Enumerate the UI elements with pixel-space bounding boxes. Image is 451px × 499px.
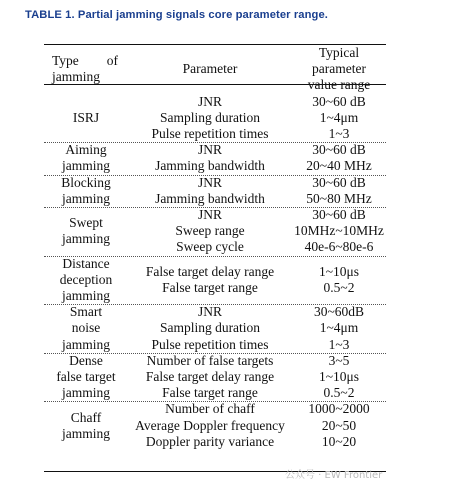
value-range-cell-line: 30~60 dB <box>312 207 366 223</box>
jamming-type-cell-line: deception <box>59 271 113 287</box>
table-row <box>44 175 386 207</box>
row-separator <box>44 142 386 143</box>
parameter-cell-line: JNR <box>197 93 222 109</box>
parameter-cell-line: Sweep cycle <box>176 239 244 255</box>
jamming-parameter-table <box>44 45 386 450</box>
jamming-type-cell-line: Smart <box>69 304 103 320</box>
parameter-cell <box>128 304 292 353</box>
parameter-cell <box>128 353 292 402</box>
header-type-of-jamming <box>44 45 128 94</box>
value-range-cell-line: 1~3 <box>328 126 350 142</box>
jamming-type-cell-line: noise <box>71 320 101 336</box>
value-range-cell-line: 10MHz~10MHz <box>294 223 384 239</box>
table-caption: TABLE 1. Partial jamming signals core parameter range. <box>25 9 329 21</box>
parameter-cell-line: False target range <box>162 385 258 401</box>
parameter-cell-line: Number of false targets <box>146 352 274 368</box>
header-type-word: Type <box>52 53 79 69</box>
value-range-cell-line: 3~5 <box>328 352 350 368</box>
table-body <box>44 94 386 450</box>
table-row <box>44 304 386 353</box>
parameter-cell-line: False target delay range <box>145 369 275 385</box>
parameter-cell-line: False target delay range <box>145 263 275 279</box>
parameter-cell-line: False target range <box>162 279 258 295</box>
header-jamming-word: jamming <box>52 69 100 85</box>
parameter-cell-line: Number of chaff <box>165 401 255 417</box>
value-range-cell-line: 1~3 <box>328 336 350 352</box>
value-range-cell-line: 0.5~2 <box>323 385 355 401</box>
parameter-cell-line: Average Doppler frequency <box>135 417 285 433</box>
value-range-cell-line: 0.5~2 <box>323 279 355 295</box>
parameter-cell-line: JNR <box>197 304 222 320</box>
jamming-type-cell-line: Aiming <box>65 142 107 158</box>
value-range-cell-line: 10~20 <box>321 433 357 449</box>
jamming-type-cell-line: jamming <box>62 190 110 206</box>
parameter-cell-line: Pulse repetition times <box>151 336 269 352</box>
value-range-cell-line: 1~4μm <box>319 109 359 125</box>
parameter-cell <box>128 207 292 256</box>
jamming-type-cell-line: Blocking <box>61 174 111 190</box>
value-range-cell-line: 1000~2000 <box>308 401 370 417</box>
value-range-cell <box>292 304 386 353</box>
parameter-cell <box>128 175 292 207</box>
parameter-cell <box>128 94 292 143</box>
value-range-cell-line: 30~60 dB <box>312 174 366 190</box>
value-range-cell-line: 40e-6~80e-6 <box>304 239 374 255</box>
value-range-cell-line: 50~80 MHz <box>306 190 372 206</box>
header-of-word: of <box>106 53 118 69</box>
value-range-cell <box>292 175 386 207</box>
row-separator <box>44 304 386 305</box>
jamming-type-cell <box>44 142 128 174</box>
parameter-cell-line: Sampling duration <box>159 109 261 125</box>
jamming-type-cell-line: ISRJ <box>72 109 100 125</box>
parameter-cell-line: Doppler parity variance <box>145 433 275 449</box>
header-typical-value-range <box>292 45 386 94</box>
jamming-type-cell-line: jamming <box>62 288 110 304</box>
jamming-type-cell-line: false target <box>56 369 116 385</box>
watermark: 公众号 · EW Frontier <box>285 470 383 481</box>
value-range-cell-line: 30~60 dB <box>312 93 366 109</box>
parameter-cell-line: Sweep range <box>175 223 245 239</box>
table-row <box>44 401 386 450</box>
value-range-cell-line: 20~50 <box>321 417 357 433</box>
parameter-cell <box>128 401 292 450</box>
jamming-type-cell-line: Swept <box>69 215 103 231</box>
value-range-cell-line: 1~4μm <box>319 320 359 336</box>
value-range-cell-line: 30~60dB <box>313 304 365 320</box>
jamming-type-cell <box>44 207 128 256</box>
parameter-cell <box>128 142 292 174</box>
value-range-cell-line: 30~60 dB <box>312 142 366 158</box>
row-separator <box>44 207 386 208</box>
jamming-type-cell <box>44 256 128 305</box>
jamming-type-cell-line: jamming <box>62 336 110 352</box>
value-range-cell <box>292 401 386 450</box>
value-range-cell-line: 20~40 MHz <box>306 158 372 174</box>
jamming-type-cell-line: Chaff <box>70 409 102 425</box>
value-range-cell <box>292 256 386 305</box>
table-row <box>44 353 386 402</box>
table-header-row <box>44 45 386 94</box>
jamming-type-cell <box>44 175 128 207</box>
table-row <box>44 256 386 305</box>
row-separator <box>44 175 386 176</box>
value-range-cell <box>292 142 386 174</box>
header-value-line1: Typical parameter <box>312 45 366 77</box>
value-range-cell <box>292 207 386 256</box>
jamming-type-cell-line: Distance <box>62 255 110 271</box>
table-row <box>44 207 386 256</box>
jamming-type-cell-line: jamming <box>62 231 110 247</box>
parameter-cell <box>128 256 292 305</box>
parameter-cell-line: JNR <box>197 174 222 190</box>
row-separator <box>44 353 386 354</box>
parameter-cell-line: Pulse repetition times <box>151 126 269 142</box>
jamming-type-cell <box>44 304 128 353</box>
table-row <box>44 142 386 174</box>
jamming-type-cell <box>44 353 128 402</box>
jamming-type-cell-line: jamming <box>62 425 110 441</box>
jamming-type-cell-line: jamming <box>62 385 110 401</box>
parameter-cell-line: Sampling duration <box>159 320 261 336</box>
value-range-cell <box>292 353 386 402</box>
value-range-cell <box>292 94 386 143</box>
parameter-cell-line: JNR <box>197 207 222 223</box>
value-range-cell-line: 1~10μs <box>318 369 360 385</box>
jamming-type-cell-line: jamming <box>62 158 110 174</box>
header-value-line2: value range <box>307 77 371 93</box>
parameter-cell-line: Jamming bandwidth <box>155 158 265 174</box>
jamming-type-cell <box>44 401 128 450</box>
parameter-cell-line: Jamming bandwidth <box>155 190 265 206</box>
header-parameter: Parameter <box>182 61 238 77</box>
table-row <box>44 94 386 143</box>
jamming-type-cell-line: Dense <box>69 352 103 368</box>
value-range-cell-line: 1~10μs <box>318 263 360 279</box>
row-separator <box>44 401 386 402</box>
row-separator <box>44 256 386 257</box>
parameter-cell-line: JNR <box>197 142 222 158</box>
jamming-type-cell <box>44 94 128 143</box>
